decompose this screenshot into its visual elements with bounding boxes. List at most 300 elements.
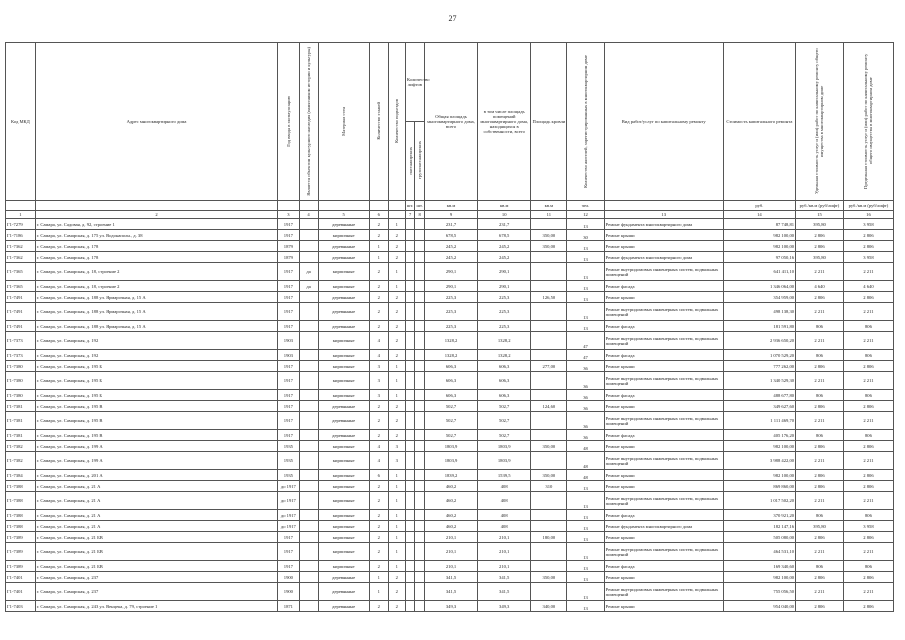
- cell-residents: 48: [567, 452, 604, 470]
- cell-code: Г1-7373: [6, 350, 36, 361]
- cell-walls: кирпичные: [318, 332, 369, 350]
- cell-address: г. Самара, ул. Самарская, д. 243 ул. Венцека, д. 79, строение 1: [35, 601, 277, 612]
- cell-max: 2 806: [843, 441, 893, 452]
- cell-unit: 2 211: [796, 263, 844, 281]
- cell-roof: [531, 263, 567, 281]
- header-code: Код МКД: [6, 43, 36, 201]
- cell-lp: [405, 219, 415, 230]
- cell-lp: [405, 241, 415, 252]
- cell-private: 1803,9: [478, 452, 531, 470]
- cell-walls: деревянные: [318, 583, 369, 601]
- cell-roof: [531, 281, 567, 292]
- cell-private: 502,7: [478, 412, 531, 430]
- cell-cost: 1 111 469,70: [723, 412, 795, 430]
- unit-cell: [388, 201, 405, 211]
- page-number: 27: [448, 14, 457, 23]
- header-floors: Количество этажей: [369, 43, 388, 201]
- cell-code: Г1-7382: [6, 452, 36, 470]
- cell-code: Г1-7381: [6, 430, 36, 441]
- cell-entrances: 1: [388, 219, 405, 230]
- cell-private: 408: [478, 521, 531, 532]
- cell-lc: [415, 350, 425, 361]
- cell-heritage: [299, 321, 318, 332]
- cell-entrances: 2: [388, 601, 405, 612]
- cell-floors: 3: [369, 372, 388, 390]
- cell-work: Ремонт внутридомовых инженерных систем, подвальных помещений: [604, 543, 723, 561]
- cell-unit: 2 211: [796, 372, 844, 390]
- cell-max: 806: [843, 321, 893, 332]
- cell-lc: [415, 492, 425, 510]
- unit-cell: [369, 201, 388, 211]
- cell-cost: 954 040,00: [723, 601, 795, 612]
- table-row: [6, 601, 894, 612]
- cell-lp: [405, 430, 415, 441]
- cell-floors: 2: [369, 492, 388, 510]
- header-lifts: Количество лифтов: [405, 43, 424, 122]
- cell-lp: [405, 521, 415, 532]
- header-total-area: Общая площадь многоквартирного дома, всего: [424, 43, 477, 201]
- cell-area: 210,1: [424, 561, 477, 572]
- table-row: [6, 263, 894, 281]
- cell-private: 225,3: [478, 303, 531, 321]
- cell-heritage: [299, 521, 318, 532]
- cell-lc: [415, 401, 425, 412]
- cell-private: 1328,2: [478, 350, 531, 361]
- cell-heritage: да: [299, 281, 318, 292]
- cell-unit: 2 211: [796, 452, 844, 470]
- table-row: [6, 572, 894, 583]
- cell-walls: кирпичные: [318, 470, 369, 481]
- cell-walls: деревянные: [318, 321, 369, 332]
- cell-cost: 982 100,00: [723, 441, 795, 452]
- cell-residents: 36: [567, 401, 604, 412]
- cell-walls: деревянные: [318, 430, 369, 441]
- table-row: [6, 241, 894, 252]
- cell-year: 1917: [278, 543, 299, 561]
- cell-unit: 395,80: [796, 521, 844, 532]
- table-row: [6, 350, 894, 361]
- cell-max: 2 806: [843, 470, 893, 481]
- table-row: [6, 219, 894, 230]
- cell-unit: 2 806: [796, 601, 844, 612]
- cell-roof: 350,00: [531, 572, 567, 583]
- cell-walls: кирпичные: [318, 521, 369, 532]
- cell-heritage: [299, 430, 318, 441]
- cell-residents: 13: [567, 252, 604, 263]
- unit-lifts-passenger: шт.: [405, 201, 415, 211]
- cell-floors: 4: [369, 452, 388, 470]
- cell-unit: 2 806: [796, 292, 844, 303]
- cell-floors: 1: [369, 583, 388, 601]
- cell-heritage: [299, 510, 318, 521]
- cell-unit: 2 211: [796, 543, 844, 561]
- cell-lp: [405, 561, 415, 572]
- cell-private: 341,5: [478, 572, 531, 583]
- cell-roof: [531, 452, 567, 470]
- cell-address: г. Самара, ул. Самарская, д. 188 ул. Ярмарочная, д. 15 А: [35, 321, 277, 332]
- cell-lc: [415, 430, 425, 441]
- cell-code: Г1-7373: [6, 332, 36, 350]
- cell-cost: 464 531,10: [723, 543, 795, 561]
- unit-cell: [604, 201, 723, 211]
- cell-max: 3 958: [843, 219, 893, 230]
- cell-entrances: 2: [388, 583, 405, 601]
- cell-work: Ремонт крыши: [604, 230, 723, 241]
- cell-work: Ремонт крыши: [604, 572, 723, 583]
- cell-roof: [531, 412, 567, 430]
- cell-private: 606,3: [478, 361, 531, 372]
- cell-area: 460,2: [424, 510, 477, 521]
- table-row: [6, 561, 894, 572]
- cell-lp: [405, 230, 415, 241]
- cell-address: г. Самара, ул. Самарская, д. 178: [35, 252, 277, 263]
- cell-address: г. Самара, ул. Самарская, д. 21 БВ: [35, 532, 277, 543]
- cell-max: 2 806: [843, 241, 893, 252]
- cell-lc: [415, 241, 425, 252]
- cell-unit: 2 211: [796, 412, 844, 430]
- cell-lc: [415, 252, 425, 263]
- cell-heritage: [299, 390, 318, 401]
- unit-private-area: кв.м: [478, 201, 531, 211]
- unit-cell: [35, 201, 277, 211]
- cell-unit: 806: [796, 350, 844, 361]
- cell-max: 2 806: [843, 532, 893, 543]
- column-number: 11: [531, 211, 567, 219]
- cell-area: 606,3: [424, 390, 477, 401]
- cell-code: Г1-7362: [6, 241, 36, 252]
- cell-roof: [531, 321, 567, 332]
- cell-max: 2 211: [843, 263, 893, 281]
- cell-area: 1803,9: [424, 441, 477, 452]
- cell-max: 2 211: [843, 372, 893, 390]
- cell-heritage: [299, 543, 318, 561]
- cell-address: г. Самара, ул. Самарская, д. 192: [35, 350, 277, 361]
- cell-max: 2 211: [843, 412, 893, 430]
- cell-floors: 2: [369, 292, 388, 303]
- cell-residents: 47: [567, 332, 604, 350]
- cell-residents: 13: [567, 561, 604, 572]
- cell-unit: 806: [796, 390, 844, 401]
- cell-max: 2 211: [843, 452, 893, 470]
- cell-lc: [415, 601, 425, 612]
- cell-private: 290,1: [478, 281, 531, 292]
- cell-unit: 4 640: [796, 281, 844, 292]
- cell-address: г. Самара, ул. Самарская, д. 21 А: [35, 481, 277, 492]
- cell-private: 245,2: [478, 241, 531, 252]
- cell-private: 502,7: [478, 401, 531, 412]
- header-walls: Материал стен: [318, 43, 369, 201]
- cell-code: Г1-7491: [6, 292, 36, 303]
- cell-unit: 806: [796, 510, 844, 521]
- cell-max: 2 806: [843, 292, 893, 303]
- cell-entrances: 2: [388, 572, 405, 583]
- cell-entrances: 2: [388, 321, 405, 332]
- cell-lc: [415, 263, 425, 281]
- cell-roof: [531, 252, 567, 263]
- table-row: [6, 583, 894, 601]
- cell-entrances: 2: [388, 412, 405, 430]
- cell-entrances: 2: [388, 292, 405, 303]
- cell-roof: [531, 521, 567, 532]
- cell-heritage: [299, 372, 318, 390]
- cell-floors: 2: [369, 219, 388, 230]
- cell-entrances: 1: [388, 481, 405, 492]
- cell-residents: 13: [567, 303, 604, 321]
- cell-residents: 13: [567, 241, 604, 252]
- cell-residents: 13: [567, 532, 604, 543]
- cell-area: 225,3: [424, 321, 477, 332]
- cell-roof: [531, 372, 567, 390]
- column-number: 3: [278, 211, 299, 219]
- cell-heritage: [299, 292, 318, 303]
- cell-area: 225,3: [424, 303, 477, 321]
- cell-roof: [531, 303, 567, 321]
- cell-work: Ремонт фасада: [604, 430, 723, 441]
- cell-walls: деревянные: [318, 219, 369, 230]
- cell-area: 349,3: [424, 601, 477, 612]
- cell-cost: 181 591,80: [723, 321, 795, 332]
- cell-lp: [405, 452, 415, 470]
- column-number: 15: [796, 211, 844, 219]
- cell-lc: [415, 470, 425, 481]
- cell-cost: 97 050,16: [723, 252, 795, 263]
- column-number: 5: [318, 211, 369, 219]
- cell-code: Г1-7381: [6, 412, 36, 430]
- cell-private: 408: [478, 481, 531, 492]
- cell-walls: кирпичные: [318, 561, 369, 572]
- cell-lc: [415, 532, 425, 543]
- cell-lc: [415, 281, 425, 292]
- cell-year: до 1917: [278, 481, 299, 492]
- cell-lc: [415, 441, 425, 452]
- cell-address: г. Самара, ул. Самарская, д. 201 А: [35, 470, 277, 481]
- cell-floors: 2: [369, 561, 388, 572]
- cell-entrances: 3: [388, 452, 405, 470]
- cell-work: Ремонт фасада: [604, 321, 723, 332]
- cell-entrances: 1: [388, 263, 405, 281]
- cell-cost: 641 411,10: [723, 263, 795, 281]
- cell-lp: [405, 361, 415, 372]
- cell-cost: 755 056,50: [723, 583, 795, 601]
- cell-heritage: [299, 583, 318, 601]
- table-row: [6, 470, 894, 481]
- cell-entrances: 2: [388, 241, 405, 252]
- cell-work: Ремонт фундамента многоквартирного дома: [604, 521, 723, 532]
- table-row: [6, 252, 894, 263]
- cell-private: 606,3: [478, 390, 531, 401]
- cell-work: Ремонт фасада: [604, 510, 723, 521]
- cell-residents: 13: [567, 521, 604, 532]
- table-row: [6, 321, 894, 332]
- cell-area: 341,5: [424, 572, 477, 583]
- column-number: 16: [843, 211, 893, 219]
- cell-floors: 2: [369, 281, 388, 292]
- cell-code: Г1-7401: [6, 572, 36, 583]
- cell-floors: 1: [369, 572, 388, 583]
- cell-private: 290,1: [478, 263, 531, 281]
- cell-heritage: [299, 219, 318, 230]
- cell-cost: 1 340 529,30: [723, 372, 795, 390]
- cell-work: Ремонт крыши: [604, 401, 723, 412]
- cell-code: Г1-7384: [6, 470, 36, 481]
- cell-area: 460,2: [424, 521, 477, 532]
- unit-cost: руб.: [723, 201, 795, 211]
- cell-entrances: 1: [388, 470, 405, 481]
- cell-residents: 13: [567, 572, 604, 583]
- cell-lc: [415, 303, 425, 321]
- unit-lifts-cargo: шт.: [415, 201, 425, 211]
- cell-area: 231,7: [424, 219, 477, 230]
- cell-address: г. Самара, ул. Самарская, д. 199 А: [35, 452, 277, 470]
- cell-max: 4 640: [843, 281, 893, 292]
- unit-cell: [299, 201, 318, 211]
- cell-residents: 48: [567, 441, 604, 452]
- cell-address: г. Самара, ул. Самарская, д. 192: [35, 332, 277, 350]
- cell-max: 806: [843, 561, 893, 572]
- cell-entrances: 1: [388, 492, 405, 510]
- cell-work: Ремонт фасада: [604, 390, 723, 401]
- cell-heritage: [299, 572, 318, 583]
- cell-lp: [405, 412, 415, 430]
- cell-year: 1871: [278, 601, 299, 612]
- cell-unit: 2 806: [796, 481, 844, 492]
- cell-lc: [415, 521, 425, 532]
- cell-max: 2 211: [843, 303, 893, 321]
- column-number: 14: [723, 211, 795, 219]
- cell-area: 225,3: [424, 292, 477, 303]
- cell-walls: кирпичные: [318, 481, 369, 492]
- cell-lp: [405, 252, 415, 263]
- cell-address: г. Самара, ул. Самарская, д. 21 А: [35, 492, 277, 510]
- header-entrances: Количество подъездов: [388, 43, 405, 201]
- cell-work: Ремонт фундамента многоквартирного дома: [604, 219, 723, 230]
- cell-cost: 1 346 064,00: [723, 281, 795, 292]
- cell-unit: 2 806: [796, 470, 844, 481]
- cell-floors: 1: [369, 252, 388, 263]
- cell-roof: [531, 510, 567, 521]
- cell-private: 1539,5: [478, 470, 531, 481]
- cell-heritage: [299, 361, 318, 372]
- cell-floors: 2: [369, 510, 388, 521]
- cell-lc: [415, 361, 425, 372]
- cell-entrances: 1: [388, 390, 405, 401]
- cell-roof: [531, 583, 567, 601]
- cell-roof: 340,00: [531, 601, 567, 612]
- cell-code: Г1-7389: [6, 532, 36, 543]
- cell-entrances: 1: [388, 281, 405, 292]
- cell-private: 408: [478, 492, 531, 510]
- cell-residents: 13: [567, 263, 604, 281]
- cell-year: 1917: [278, 390, 299, 401]
- cell-area: 678,5: [424, 230, 477, 241]
- cell-roof: 180,00: [531, 532, 567, 543]
- table-row: [6, 390, 894, 401]
- cell-max: 806: [843, 390, 893, 401]
- cell-residents: 36: [567, 390, 604, 401]
- cell-walls: деревянные: [318, 303, 369, 321]
- cell-max: 806: [843, 510, 893, 521]
- cell-cost: 354 959,00: [723, 292, 795, 303]
- cell-floors: 2: [369, 532, 388, 543]
- cell-floors: 4: [369, 332, 388, 350]
- cell-lp: [405, 543, 415, 561]
- cell-entrances: 1: [388, 543, 405, 561]
- cell-area: 502,7: [424, 401, 477, 412]
- cell-walls: кирпичные: [318, 390, 369, 401]
- cell-max: 2 806: [843, 361, 893, 372]
- cell-cost: 87 748,81: [723, 219, 795, 230]
- cell-walls: кирпичные: [318, 543, 369, 561]
- cell-work: Ремонт фасада: [604, 281, 723, 292]
- cell-walls: кирпичные: [318, 263, 369, 281]
- cell-address: г. Самара, ул. Самарская, д. 18, строение 2: [35, 263, 277, 281]
- header-heritage: Является объектом культурного наследия (памятником истории и культуры): [299, 43, 318, 201]
- cell-lp: [405, 372, 415, 390]
- cell-work: Ремонт внутридомовых инженерных систем, подвальных помещений: [604, 452, 723, 470]
- cell-code: Г1-7380: [6, 390, 36, 401]
- cell-lc: [415, 372, 425, 390]
- cell-address: г. Самара, ул. Самарская, д. 188 ул. Ярмарочная, д. 15 А: [35, 303, 277, 321]
- cell-lp: [405, 583, 415, 601]
- cell-max: 2 806: [843, 230, 893, 241]
- column-number: 6: [369, 211, 388, 219]
- cell-year: 1900: [278, 572, 299, 583]
- cell-area: 245,2: [424, 252, 477, 263]
- cell-address: г. Самара, ул. Самарская, д. 195 Б: [35, 361, 277, 372]
- cell-lp: [405, 470, 415, 481]
- cell-residents: 13: [567, 281, 604, 292]
- cell-roof: [531, 543, 567, 561]
- column-number: 2: [35, 211, 277, 219]
- cell-floors: 2: [369, 321, 388, 332]
- header-residents: Количество жителей, зарегистрированных в многоквартирном доме: [567, 43, 604, 201]
- table-row: [6, 532, 894, 543]
- cell-max: 2 806: [843, 481, 893, 492]
- cell-walls: кирпичные: [318, 452, 369, 470]
- cell-cost: 2 936 650,20: [723, 332, 795, 350]
- cell-lc: [415, 321, 425, 332]
- cell-unit: 395,80: [796, 252, 844, 263]
- cell-heritage: [299, 303, 318, 321]
- unit-cell: [278, 201, 299, 211]
- cell-unit: 2 806: [796, 572, 844, 583]
- table-row: [6, 332, 894, 350]
- cell-unit: 2 806: [796, 361, 844, 372]
- cell-work: Ремонт внутридомовых инженерных систем, подвальных помещений: [604, 263, 723, 281]
- cell-lp: [405, 292, 415, 303]
- cell-address: г. Самара, ул. Самарская, д. 195 Б: [35, 372, 277, 390]
- cell-walls: деревянные: [318, 572, 369, 583]
- cell-lc: [415, 332, 425, 350]
- cell-cost: 777 262,00: [723, 361, 795, 372]
- cell-heritage: [299, 452, 318, 470]
- table-row: [6, 230, 894, 241]
- cell-unit: 2 806: [796, 532, 844, 543]
- cell-cost: 505 080,00: [723, 532, 795, 543]
- cell-private: 1803,9: [478, 441, 531, 452]
- cell-year: 1879: [278, 252, 299, 263]
- column-number: 4: [299, 211, 318, 219]
- cell-private: 341,5: [478, 583, 531, 601]
- cell-cost: 1 017 502,20: [723, 492, 795, 510]
- cell-year: 1917: [278, 219, 299, 230]
- cell-code: Г1-7491: [6, 303, 36, 321]
- cell-address: г. Самара, ул. Самарская, д. 21 А: [35, 521, 277, 532]
- column-number: 8: [415, 211, 425, 219]
- cell-cost: 169 340,60: [723, 561, 795, 572]
- cell-walls: кирпичные: [318, 510, 369, 521]
- cell-residents: 13: [567, 510, 604, 521]
